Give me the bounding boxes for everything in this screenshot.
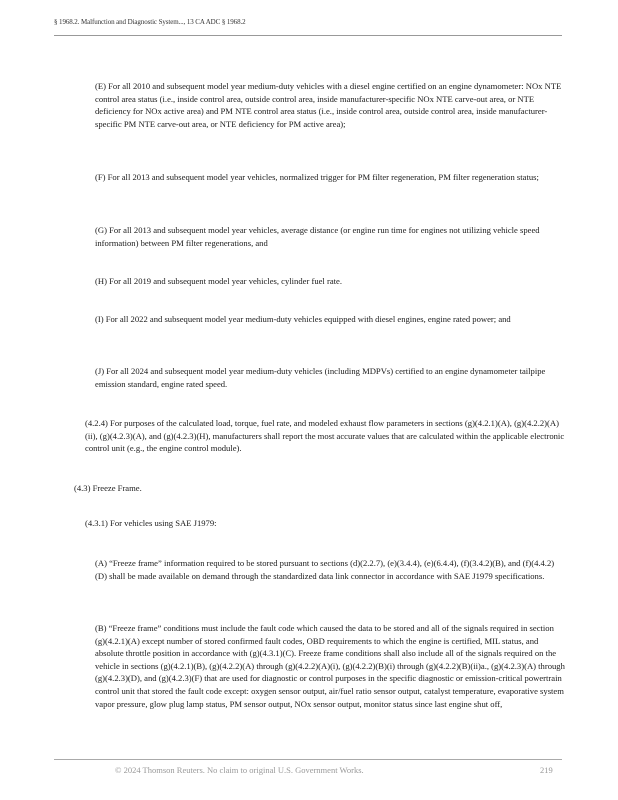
- footer-copyright: © 2024 Thomson Reuters. No claim to original U.S. Government Works.: [115, 765, 364, 775]
- paragraph-a: (A) “Freeze frame” information required to be stored pursuant to sections (d)(2.2.7), (e)(3.4.4), (e)(6.4.4), (f)(3.4.2)(B), and (f)(4.4.2)(D) shall be made available on demand through the standardized data link connector in accordance with SAE J1979 specifications.: [95, 558, 555, 581]
- paragraph-f: (F) For all 2013 and subsequent model year vehicles, normalized trigger for PM filter regeneration, PM filter regeneration status;: [95, 172, 539, 182]
- paragraph-j: (J) For all 2024 and subsequent model year medium-duty vehicles (including MDPVs) certified to an engine dynamometer tailpipe emission standard, engine rated speed.: [95, 366, 546, 389]
- section-4-3-heading: (4.3) Freeze Frame.: [74, 483, 142, 493]
- paragraph-i: (I) For all 2022 and subsequent model year medium-duty vehicles equipped with diesel engines, engine rated power; and: [95, 314, 511, 324]
- footer-divider: [54, 759, 562, 760]
- paragraph-e: (E) For all 2010 and subsequent model year medium-duty vehicles with a diesel engine certified on an engine dynamometer: NOx NTE control area status (i.e., inside control area, outside control area, inside manufacturer-specific NOx NTE carve-out area, or NTE deficiency for NOx active area) and PM NTE control area status (i.e., inside control area, outside control area, inside manufacturer-specific PM NTE carve-out area, or NTE deficiency for PM active area);: [95, 81, 562, 129]
- paragraph-g: (G) For all 2013 and subsequent model year vehicles, average distance (or engine run time for engines not utilizing vehicle speed information) between PM filter regenerations, and: [95, 225, 540, 248]
- paragraph-b: (B) “Freeze frame” conditions must include the fault code which caused the data to be stored and all of the signals required in section (g)(4.2.1)(A) except number of stored confirmed fault codes, OBD requirements to which the engine is certified, MIL status, and absolute throttle position in accordance with (g)(4.3.1)(C). Freeze frame conditions shall also include all of the signals required on the vehicle in sections (g)(4.2.1)(B), (g)(4.2.2)(A) through (g)(4.2.2)(A)(i), (g)(4.2.2)(B)(i) through (g)(4.2.2)(B)(ii)a., (g)(4.2.3)(A) through (g)(4.2.3)(D), and (g)(4.2.3)(F) that are used for diagnostic or control purposes in the specific diagnostic or emission-critical powertrain control unit that stored the fault code except: oxygen sensor output, air/fuel ratio sensor output, catalyst temperature, evaporative system vapor pressure, glow plug lamp status, PM sensor output, NOx sensor output, monitor status since last engine shut off,: [95, 623, 565, 709]
- running-header: § 1968.2. Malfunction and Diagnostic System..., 13 CA ADC § 1968.2: [54, 18, 246, 26]
- section-4-2-4: (4.2.4) For purposes of the calculated load, torque, fuel rate, and modeled exhaust flow parameters in sections (g)(4.2.1)(A), (g)(4.2.2)(A)(ii), (g)(4.2.3)(A), and (g)(4.2.3)(H), manufacturers shall report the most accurate values that are calculated within the applicable electronic control unit (e.g., the engine control module).: [85, 418, 565, 454]
- section-4-3-1: (4.3.1) For vehicles using SAE J1979:: [85, 518, 217, 528]
- page-number: 219: [540, 765, 553, 775]
- header-divider: [54, 35, 562, 36]
- paragraph-h: (H) For all 2019 and subsequent model year vehicles, cylinder fuel rate.: [95, 276, 342, 286]
